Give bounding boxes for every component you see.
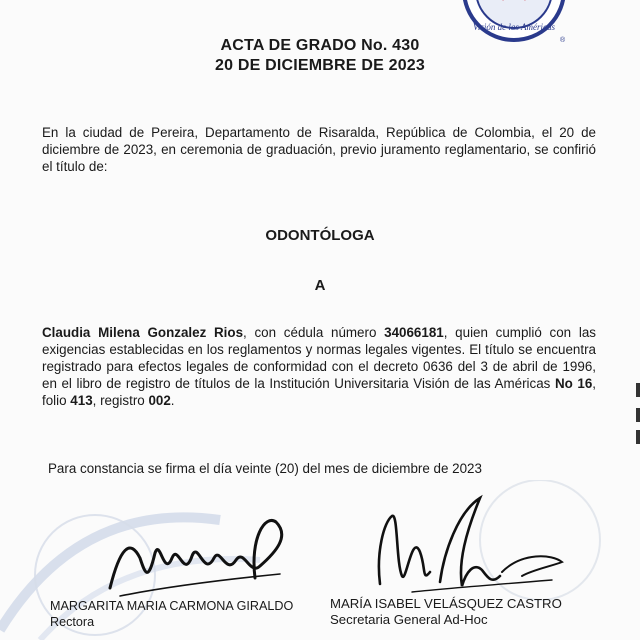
acta-number: ACTA DE GRADO No. 430 xyxy=(220,37,420,54)
libro-number: No 16 xyxy=(554,376,593,391)
signatory-role: Rectora xyxy=(50,615,95,629)
folio-number: 413 xyxy=(70,393,93,408)
signatory-secretary xyxy=(330,596,562,628)
text-segment: , quien cumplió con las exigencias establecidas en los reglamentos y normas legales vigentes. El título se encuentra registrado para efectos legales de conformidad con el decreto 0636 del 3 de abril de 1996, en el libro de registro de títulos de la Institución Universitaria Visión de las Américas xyxy=(42,325,596,391)
graduate-paragraph xyxy=(42,324,596,409)
edge-mark xyxy=(636,408,640,422)
signatory-name: MARÍA ISABEL VELÁSQUEZ CASTRO xyxy=(330,596,562,611)
logo-text: Visión de las Américas xyxy=(473,22,555,32)
cedula-number: 34066181 xyxy=(384,325,444,340)
signatory-rector xyxy=(50,598,293,630)
graduate-name: Claudia Milena Gonzalez Rios xyxy=(42,325,244,340)
text-segment: . xyxy=(170,393,175,408)
acta-date: 20 DE DICIEMBRE DE 2023 xyxy=(214,57,425,74)
edge-mark xyxy=(636,383,640,397)
closing-statement: Para constancia se firma el día veinte (20) del mes de diciembre de 2023 xyxy=(48,461,482,476)
secretary-signature xyxy=(362,492,572,602)
edge-mark xyxy=(636,430,640,444)
degree-title: ODONTÓLOGA xyxy=(265,227,375,244)
conferral-letter: A xyxy=(314,277,326,294)
text-segment: , registro xyxy=(92,393,149,408)
registered-mark: ® xyxy=(560,37,566,44)
text-segment: , con cédula número xyxy=(243,325,385,340)
signatory-name: MARGARITA MARIA CARMONA GIRALDO xyxy=(50,599,294,613)
document-header xyxy=(0,36,640,76)
registro-number: 002 xyxy=(148,393,171,408)
signatory-role: Secretaria General Ad-Hoc xyxy=(330,612,488,627)
intro-paragraph: En la ciudad de Pereira, Departamento de Risaralda, República de Colombia, el 20 de diciembre de 2023, en ceremonia de graduación, previo juramento reglamentario, se confirió el título de: xyxy=(42,125,596,174)
rector-signature xyxy=(100,518,300,602)
text-segment: , folio xyxy=(42,376,597,408)
